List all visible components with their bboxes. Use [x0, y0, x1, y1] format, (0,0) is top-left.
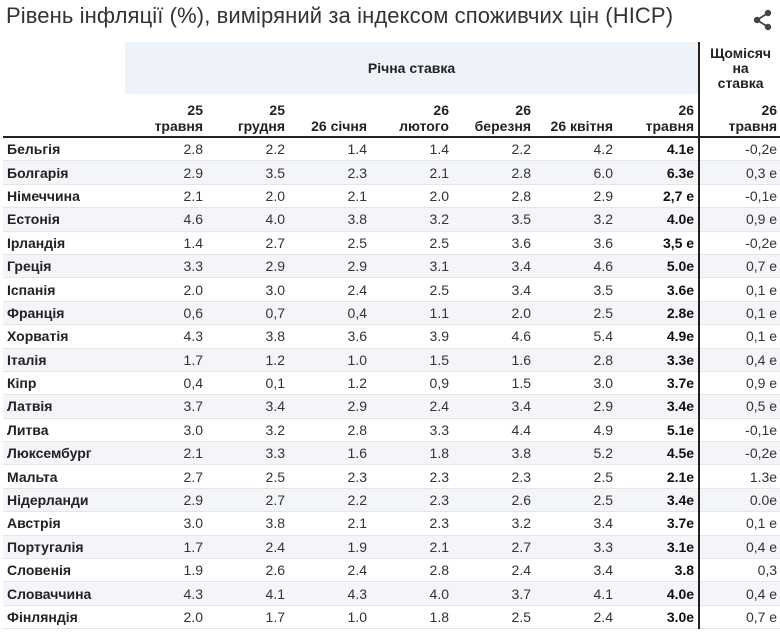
share-icon[interactable]: [752, 8, 774, 32]
country-column-header: [3, 94, 125, 137]
column-header: 26 квітня: [550, 118, 613, 134]
value-cell: 3.5: [535, 278, 617, 301]
country-cell: Мальта: [3, 465, 125, 488]
value-cell: 3.3: [207, 442, 289, 465]
value-cell: 0,4 e: [699, 535, 780, 558]
value-cell: 3,5 e: [617, 231, 699, 254]
value-cell: 4.5e: [617, 442, 699, 465]
value-cell: 4.6: [453, 325, 535, 348]
value-cell: 2.9: [289, 395, 371, 418]
table-row: [3, 184, 780, 207]
value-cell: 3.8: [207, 325, 289, 348]
value-cell: 2.8: [453, 161, 535, 184]
table-row: [3, 348, 780, 371]
value-cell: 2.3: [289, 465, 371, 488]
value-cell: 2.4: [371, 395, 453, 418]
table-row: [3, 325, 780, 348]
value-cell: 2.9: [125, 161, 207, 184]
value-cell: 3.5: [207, 161, 289, 184]
value-cell: 0,1 e: [699, 301, 780, 324]
value-cell: 2.5: [453, 605, 535, 628]
value-cell: 2.5: [371, 231, 453, 254]
value-cell: 4.0e: [617, 208, 699, 231]
value-cell: 2.6: [207, 559, 289, 582]
value-cell: 2.3: [371, 488, 453, 511]
table-row: [3, 488, 780, 511]
value-cell: 1.7: [125, 348, 207, 371]
value-cell: 1.6: [453, 348, 535, 371]
value-cell: -0,2e: [699, 137, 780, 161]
value-cell: 3.1e: [617, 535, 699, 558]
column-header: 26 січня: [311, 118, 367, 134]
value-cell: 3.3: [535, 535, 617, 558]
value-cell: 0,4 e: [699, 348, 780, 371]
table-row: [3, 418, 780, 441]
value-cell: 2.4: [453, 559, 535, 582]
value-cell: 2,7 e: [617, 184, 699, 207]
value-cell: 3.4e: [617, 488, 699, 511]
value-cell: 3.0: [207, 278, 289, 301]
value-cell: 3.7e: [617, 371, 699, 394]
table-row: [3, 161, 780, 184]
country-cell: Словенія: [3, 559, 125, 582]
value-cell: 3.6: [289, 325, 371, 348]
value-cell: 4.1e: [617, 137, 699, 161]
country-cell: Німеччина: [3, 184, 125, 207]
value-cell: 3.9: [371, 325, 453, 348]
value-cell: 5.0e: [617, 254, 699, 277]
column-header: 26 лютого: [399, 102, 449, 134]
value-cell: 3.4: [453, 278, 535, 301]
value-cell: 1.4: [289, 137, 371, 161]
value-cell: 2.0: [371, 184, 453, 207]
value-cell: 4.9: [535, 418, 617, 441]
table-row: [3, 278, 780, 301]
value-cell: 0,4: [125, 371, 207, 394]
value-cell: 4.6: [535, 254, 617, 277]
value-cell: 5.1e: [617, 418, 699, 441]
inflation-table: [3, 42, 780, 629]
value-cell: 2.2: [453, 137, 535, 161]
country-cell: Болгарія: [3, 161, 125, 184]
value-cell: 1.5: [371, 348, 453, 371]
value-cell: 2.5: [535, 465, 617, 488]
value-cell: 1.8: [371, 605, 453, 628]
table-row: [3, 137, 780, 161]
value-cell: 4.0: [207, 208, 289, 231]
value-cell: 3.0e: [617, 605, 699, 628]
value-cell: 1.4: [371, 137, 453, 161]
value-cell: 0,3 e: [699, 161, 780, 184]
value-cell: 2.5: [207, 465, 289, 488]
value-cell: 2.9: [125, 488, 207, 511]
value-cell: 3.8: [289, 208, 371, 231]
table-row: [3, 231, 780, 254]
value-cell: 2.8: [125, 137, 207, 161]
value-cell: 1.2: [289, 371, 371, 394]
value-cell: 2.0: [125, 605, 207, 628]
value-cell: 3.7: [453, 582, 535, 605]
table-row: [3, 465, 780, 488]
value-cell: 2.6: [453, 488, 535, 511]
value-cell: 1.2: [207, 348, 289, 371]
value-cell: -0,2e: [699, 231, 780, 254]
value-cell: 0,7 e: [699, 605, 780, 628]
column-header: 26 травня: [699, 94, 780, 137]
value-cell: 2.2: [207, 137, 289, 161]
value-cell: 3.7e: [617, 512, 699, 535]
table-row: [3, 605, 780, 628]
value-cell: 2.9: [535, 184, 617, 207]
value-cell: 1.1: [371, 301, 453, 324]
country-cell: Ірландія: [3, 231, 125, 254]
value-cell: 0,4: [289, 301, 371, 324]
column-header: 25 грудня: [237, 102, 285, 134]
value-cell: 3.0: [535, 371, 617, 394]
value-cell: 2.7: [125, 465, 207, 488]
value-cell: 4.3: [125, 582, 207, 605]
value-cell: 3.2: [207, 418, 289, 441]
value-cell: 3.7: [125, 395, 207, 418]
value-cell: 0,5 e: [699, 395, 780, 418]
value-cell: 2.3: [371, 465, 453, 488]
value-cell: 2.8: [453, 184, 535, 207]
table-row: [3, 582, 780, 605]
value-cell: 0,6: [125, 301, 207, 324]
value-cell: 3.4: [535, 512, 617, 535]
table-row: [3, 535, 780, 558]
value-cell: 2.0: [207, 184, 289, 207]
value-cell: 2.5: [535, 488, 617, 511]
table-row: [3, 301, 780, 324]
value-cell: 1.3e: [699, 465, 780, 488]
value-cell: 0,4 e: [699, 582, 780, 605]
value-cell: 2.2: [289, 488, 371, 511]
value-cell: 4.0e: [617, 582, 699, 605]
title-bar: [0, 0, 780, 42]
value-cell: 3.4: [453, 254, 535, 277]
value-cell: 3.2: [371, 208, 453, 231]
value-cell: 3.4: [453, 395, 535, 418]
value-cell: 2.0: [453, 301, 535, 324]
country-cell: Португалія: [3, 535, 125, 558]
column-header: 26 березня: [474, 102, 531, 134]
value-cell: 3.0: [125, 512, 207, 535]
value-cell: 3.0: [125, 418, 207, 441]
value-cell: 1.4: [125, 231, 207, 254]
value-cell: -0,2e: [699, 442, 780, 465]
country-cell: Фінляндія: [3, 605, 125, 628]
value-cell: 4.2: [535, 137, 617, 161]
value-cell: 2.4: [535, 605, 617, 628]
value-cell: 4.9e: [617, 325, 699, 348]
value-cell: 0,1: [207, 371, 289, 394]
table-row: [3, 254, 780, 277]
value-cell: 3.3e: [617, 348, 699, 371]
value-cell: 3.4: [207, 395, 289, 418]
value-cell: 3.8: [207, 512, 289, 535]
country-cell: Люксембург: [3, 442, 125, 465]
country-cell: Хорватія: [3, 325, 125, 348]
value-cell: 1.0: [289, 348, 371, 371]
value-cell: 2.1: [125, 442, 207, 465]
value-cell: 2.8: [535, 348, 617, 371]
value-cell: 3.4e: [617, 395, 699, 418]
value-cell: 2.1: [125, 184, 207, 207]
value-cell: 0,9 e: [699, 208, 780, 231]
column-header: 26 травня: [645, 102, 695, 134]
country-cell: Латвія: [3, 395, 125, 418]
value-cell: 4.0: [371, 582, 453, 605]
country-cell: Нідерланди: [3, 488, 125, 511]
country-cell: Кіпр: [3, 371, 125, 394]
value-cell: 2.1: [289, 184, 371, 207]
value-cell: 2.8: [371, 559, 453, 582]
value-cell: 2.8: [289, 418, 371, 441]
table-row: [3, 442, 780, 465]
value-cell: 3.3: [371, 418, 453, 441]
value-cell: 1.0: [289, 605, 371, 628]
value-cell: 4.3: [125, 325, 207, 348]
table-row: [3, 395, 780, 418]
value-cell: 0,9: [371, 371, 453, 394]
value-cell: 3.3: [125, 254, 207, 277]
value-cell: 2.1: [289, 512, 371, 535]
value-cell: 3.4: [535, 559, 617, 582]
value-cell: 0,1 e: [699, 512, 780, 535]
value-cell: 0,7 e: [699, 254, 780, 277]
table-body: [3, 137, 780, 629]
value-cell: 2.4: [289, 559, 371, 582]
value-cell: 0,9 e: [699, 371, 780, 394]
value-cell: 5.4: [535, 325, 617, 348]
value-cell: 2.4: [207, 535, 289, 558]
value-cell: 3.6e: [617, 278, 699, 301]
value-cell: 1.5: [453, 371, 535, 394]
country-cell: Бельгія: [3, 137, 125, 161]
value-cell: 6.0: [535, 161, 617, 184]
value-cell: 1.6: [289, 442, 371, 465]
value-cell: 1.8: [371, 442, 453, 465]
table-row: [3, 371, 780, 394]
value-cell: 4.3: [289, 582, 371, 605]
value-cell: 2.9: [289, 254, 371, 277]
value-cell: 0.0e: [699, 488, 780, 511]
value-cell: 4.6: [125, 208, 207, 231]
value-cell: 2.9: [535, 395, 617, 418]
value-cell: 3.2: [453, 512, 535, 535]
value-cell: 3.2: [535, 208, 617, 231]
column-header: 25 травня: [154, 102, 203, 134]
annual-rate-header: Річна ставка: [125, 42, 699, 94]
value-cell: 4.1: [535, 582, 617, 605]
column-header-row: [3, 94, 780, 137]
table-row: [3, 208, 780, 231]
value-cell: 2.7: [207, 231, 289, 254]
value-cell: 2.1e: [617, 465, 699, 488]
country-cell: Литва: [3, 418, 125, 441]
value-cell: 2.1: [371, 535, 453, 558]
value-cell: 2.3: [453, 465, 535, 488]
value-cell: 1.9: [289, 535, 371, 558]
value-cell: 3.8: [617, 559, 699, 582]
value-cell: 2.5: [371, 278, 453, 301]
country-cell: Франція: [3, 301, 125, 324]
table-row: [3, 512, 780, 535]
value-cell: 1.9: [125, 559, 207, 582]
country-cell: Словаччина: [3, 582, 125, 605]
value-cell: 0,1 e: [699, 325, 780, 348]
value-cell: 3.1: [371, 254, 453, 277]
country-cell: Іспанія: [3, 278, 125, 301]
value-cell: 1.7: [125, 535, 207, 558]
value-cell: 2.5: [535, 301, 617, 324]
value-cell: 2.7: [207, 488, 289, 511]
value-cell: 6.3e: [617, 161, 699, 184]
value-cell: 2.1: [371, 161, 453, 184]
table-row: [3, 559, 780, 582]
country-cell: Італія: [3, 348, 125, 371]
value-cell: 5.2: [535, 442, 617, 465]
value-cell: 2.3: [371, 512, 453, 535]
header-row-group: [3, 42, 780, 94]
value-cell: 3.5: [453, 208, 535, 231]
value-cell: -0,1e: [699, 184, 780, 207]
value-cell: 0,1 e: [699, 278, 780, 301]
table-title: Рівень інфляції (%), виміряний за індексом споживчих цін (HICP): [6, 3, 674, 28]
value-cell: 1.7: [207, 605, 289, 628]
value-cell: 0,3: [699, 559, 780, 582]
value-cell: 2.7: [453, 535, 535, 558]
value-cell: 2.0: [125, 278, 207, 301]
value-cell: -0,1e: [699, 418, 780, 441]
value-cell: 3.6: [453, 231, 535, 254]
country-cell: Естонія: [3, 208, 125, 231]
country-cell: Греція: [3, 254, 125, 277]
value-cell: 4.1: [207, 582, 289, 605]
value-cell: 3.8: [453, 442, 535, 465]
value-cell: 2.4: [289, 278, 371, 301]
value-cell: 0,7: [207, 301, 289, 324]
header-blank: [3, 42, 125, 94]
value-cell: 2.9: [207, 254, 289, 277]
value-cell: 2.8e: [617, 301, 699, 324]
country-cell: Австрія: [3, 512, 125, 535]
value-cell: 4.4: [453, 418, 535, 441]
value-cell: 2.5: [289, 231, 371, 254]
monthly-rate-header: Щомісяч на ставка: [699, 42, 780, 94]
value-cell: 2.3: [289, 161, 371, 184]
value-cell: 3.6: [535, 231, 617, 254]
